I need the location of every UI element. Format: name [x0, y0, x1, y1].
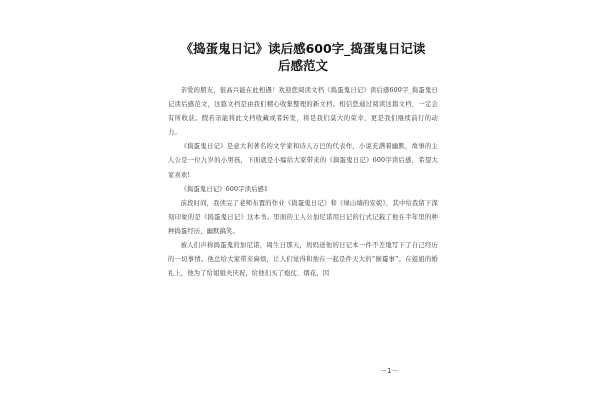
summary-paragraph: 《捣蛋鬼日记》是意大利著名的文学家和诗人万巴的代表作，小说充满着幽默，故事的主人公是一位九岁的小男孩，下面就是小编给大家带来的《捣蛋鬼日记》600字读后感，希望大家喜欢! — [168, 143, 438, 179]
body-paragraph: 前段时间，我读完了老师布置的作业《捣蛋鬼日记》和《绿山墙的安妮》，其中给我留下深刻印象的是《捣蛋鬼日记》这本书。里面的主人公加尼诺用日记的行式记载了他在半年里的种种捣蛋经历，幽默搞笑。 — [168, 199, 438, 235]
page-number: －1－ — [380, 367, 399, 375]
document-title — [168, 40, 438, 74]
section-heading: 《捣蛋鬼日记》600字读后感1 — [180, 185, 269, 193]
body-paragraph: 被人们声称捣蛋鬼的加尼诺，周生日那天，妈妈送他的日记本一件不差地写下了自己经历的一切事情。他总给大家带来麻烦，让人们觉得和他在一起是件天大的“倒霉事”。在姐姐的婚礼上，他为了给姐姐夫庆祝，给他们买了炮仗、烟花，因 — [168, 242, 438, 278]
title-line-2: 后感范文 — [277, 58, 328, 73]
document-page — [168, 40, 438, 390]
title-line-1: 《捣蛋鬼日记》读后感600字_捣蛋鬼日记读 — [180, 41, 426, 56]
intro-paragraph: 亲爱的朋友，很高兴能在此相遇！欢迎您阅读文档《捣蛋鬼日记》读后感600字_捣蛋鬼日记读后感范文，这篇文档是由我们精心收集整理的新文档。相信您通过阅读这篇文档，一定会有所收获。假若亲能将此文档收藏或者转发，将是我们莫大的荣幸，更是我们继续前行的动力。 — [168, 87, 438, 137]
